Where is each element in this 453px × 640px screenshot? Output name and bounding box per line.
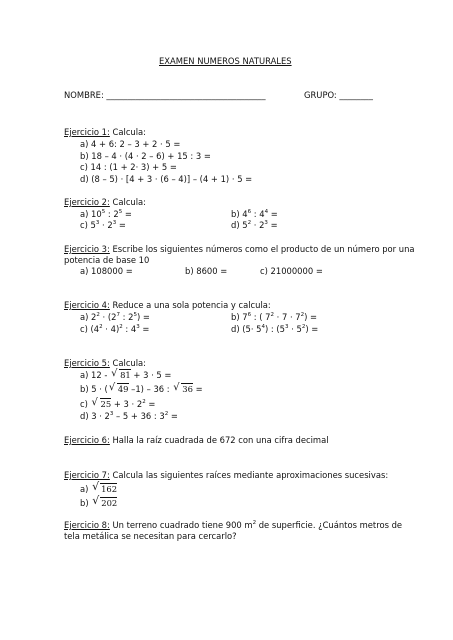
exercise-4-label: Ejercicio 4:: [64, 300, 110, 310]
exercise-1-b: b) 18 – 4 · (4 · 2 – 6) + 15 : 3 =: [80, 151, 211, 161]
exercise-8-heading: Ejercicio 8: Un terreno cuadrado tiene 900 $m^2$ de superficie. ¿Cuántos metros de: [64, 520, 403, 530]
exercise-1-text: Calcula:: [109, 127, 147, 137]
exercise-6-heading: [64, 434, 329, 446]
exam-title: EXAMEN NUMEROS NATURALES: [159, 56, 292, 66]
exercise-4-b: b) $7^6$ : ( $7^2 \cdot 7 \cdot 7^2$) =: [231, 312, 318, 322]
exercise-3-text-2: potencia de base 10: [64, 255, 150, 265]
exercise-4-a: a) $2^2 \cdot (2^7$ : $2^5$) =: [80, 312, 150, 322]
exercise-8-label: Ejercicio 8:: [64, 520, 110, 530]
exercise-8-text: Un terreno cuadrado tiene 900 m: [109, 520, 253, 530]
sqrt-symbol: √ 36: [173, 383, 193, 395]
exercise-5-heading: [64, 357, 146, 369]
exercise-1-heading: [64, 126, 146, 138]
exercise-5-text: Calcula:: [109, 358, 147, 368]
sqrt-symbol: √ 25: [92, 398, 112, 410]
exercise-2-c: c) $5^3 \cdot 2^3$ =: [80, 220, 126, 230]
sqrt-symbol: √ 202: [92, 497, 117, 509]
exercise-5-label: Ejercicio 5:: [64, 358, 110, 368]
exercise-5-a: a) 12 - √ 81 + 3 · 5 =: [80, 369, 171, 381]
exercise-2-b: b) $4^6$ : $4^4$ =: [231, 209, 278, 219]
nombre-field[interactable]: NOMBRE: ______________________________________: [64, 90, 266, 100]
exercise-2-heading: [64, 196, 146, 208]
exercise-6-text: Halla la raíz cuadrada de 672 con una cifra decimal: [109, 435, 329, 445]
exercise-4-text: Reduce a una sola potencia y calcula:: [109, 300, 271, 310]
exercise-7-b: b) √ 202: [80, 497, 117, 509]
exercise-3-a: a) 108000 =: [80, 266, 133, 276]
exercise-4-heading: [64, 299, 271, 311]
grupo-field[interactable]: GRUPO: ________: [304, 90, 373, 100]
exercise-7-a: a) √ 162: [80, 483, 117, 495]
exercise-6-label: Ejercicio 6:: [64, 435, 110, 445]
exercise-7-text: Calcula las siguientes raíces mediante aproximaciones sucesivas:: [109, 470, 389, 480]
exercise-7-label: Ejercicio 7:: [64, 470, 110, 480]
exercise-8-text-2: tela metálica se necesitan para cercarlo?: [64, 531, 237, 541]
exercise-4-d: d) $(5\cdot 5^4)$ : $(5^3 \cdot 5^2)$ =: [231, 324, 319, 334]
exercise-4-c: c) $(4^2 \cdot 4)^2$ : $4^3$ =: [80, 324, 150, 334]
exercise-1-a: a) 4 + 6: 2 – 3 + 2 · 5 =: [80, 139, 181, 149]
exercise-2-label: Ejercicio 2:: [64, 197, 110, 207]
exercise-5-d: d) $3 \cdot 2^3 - 5 + 36$ : $3^2$ =: [80, 411, 178, 421]
exercise-3-label: Ejercicio 3:: [64, 244, 110, 254]
exercise-1-c: c) 14 : (1 + 2· 3) + 5 =: [80, 162, 177, 172]
exercise-3-text: Escribe los siguientes números como el producto de un número por una: [109, 244, 415, 254]
sqrt-symbol: √ 81: [111, 369, 131, 381]
exercise-2-a: a) $10^5$ : $2^5$ =: [80, 209, 132, 219]
exercise-2-text: Calcula:: [109, 197, 147, 207]
exercise-2-d: d) $5^2 \cdot 2^3$ =: [231, 220, 278, 230]
exercise-5-b: b) 5 · (√ 49 –1) – 36 : √ 36 =: [80, 383, 203, 395]
sqrt-symbol: √ 162: [92, 483, 117, 495]
exercise-1-d: d) (8 – 5) · [4 + 3 · (6 – 4)] – (4 + 1) · 5 =: [80, 174, 253, 184]
sqrt-symbol: √ 49: [109, 383, 129, 395]
exercise-7-heading: [64, 469, 388, 481]
exercise-5-c: c) √ $25 + 3 \cdot 2^2$ =: [80, 398, 155, 410]
exercise-1-label: Ejercicio 1:: [64, 127, 110, 137]
exercise-3-b: b) 8600 =: [185, 266, 228, 276]
exercise-3-c: c) 21000000 =: [260, 266, 323, 276]
